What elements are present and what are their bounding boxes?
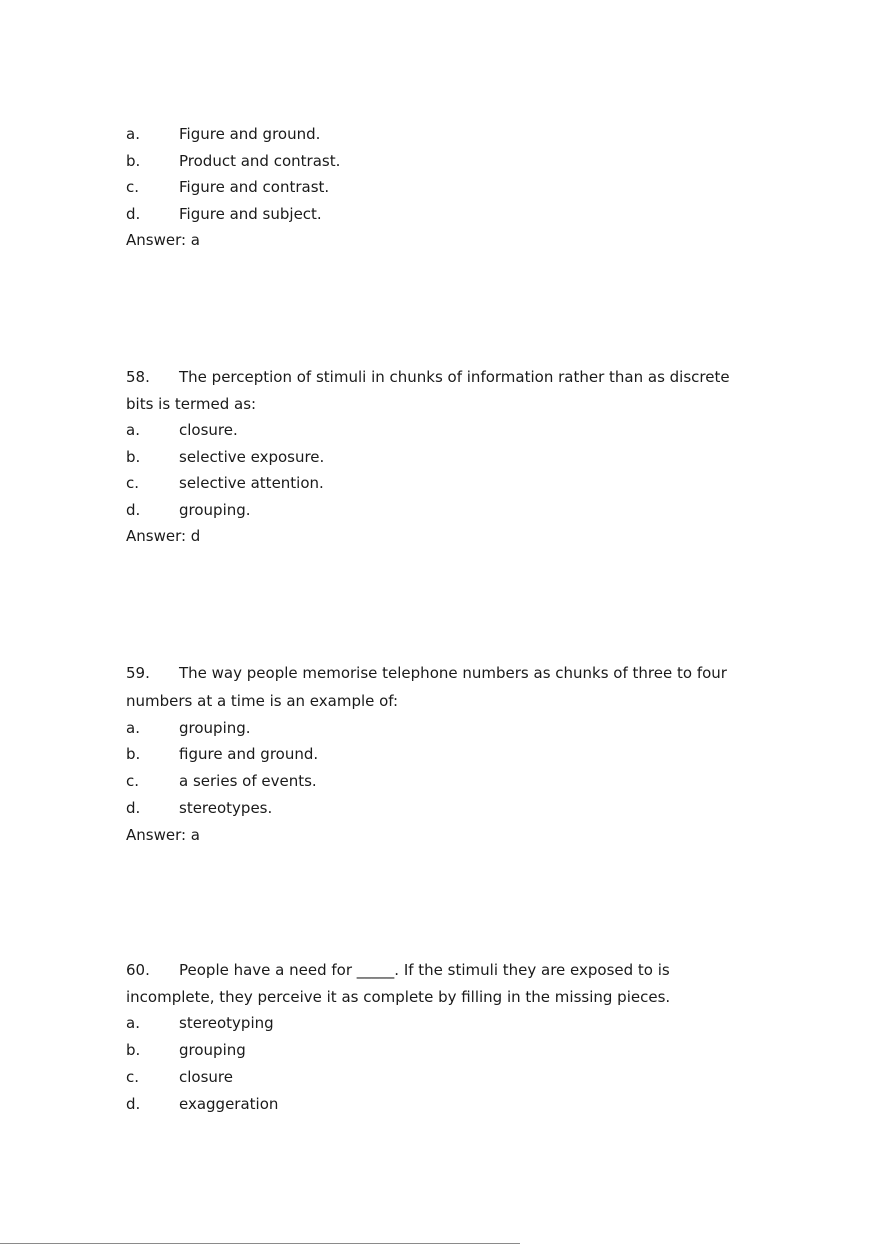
option-text: closure (179, 1068, 233, 1086)
question-text-line-2: numbers at a time is an example of: (126, 691, 399, 710)
option-letter: d. (126, 500, 141, 519)
option-letter: d. (126, 799, 141, 817)
option-c (126, 1063, 746, 1091)
option-text: Figure and subject. (179, 204, 322, 223)
option-d (126, 497, 746, 524)
option-letter: d. (126, 1095, 141, 1113)
answer-line: Answer: a (126, 826, 200, 844)
question-text: The way people memorise telephone numbers as chunks of three to four (179, 664, 727, 682)
option-b (126, 741, 746, 768)
option-letter: a. (126, 1014, 140, 1032)
question-text-line-1 (126, 957, 746, 984)
question-number: 59. (126, 664, 150, 682)
option-c (126, 470, 746, 497)
option-text: grouping. (179, 718, 251, 737)
option-text: closure. (179, 421, 238, 439)
answer-line: Answer: d (126, 527, 201, 545)
option-letter: a. (126, 421, 140, 439)
option-text: Figure and contrast. (179, 178, 330, 196)
question-text-line-1 (126, 660, 746, 687)
option-b (126, 444, 746, 471)
option-text: selective attention. (179, 474, 324, 492)
question-text-line-2: bits is termed as: (126, 394, 257, 413)
question-number: 60. (126, 961, 150, 979)
option-text: grouping. (179, 500, 251, 519)
option-text: a series of events. (179, 771, 317, 790)
option-a (126, 1010, 746, 1037)
option-letter: a. (126, 125, 140, 143)
option-letter: b. (126, 151, 141, 170)
option-text: stereotypes. (179, 799, 273, 817)
option-letter: c. (126, 178, 140, 196)
option-a (126, 121, 746, 148)
option-d (126, 201, 746, 228)
question-text: People have a need for _____. If the stimuli they are exposed to is (179, 961, 670, 979)
option-letter: c. (126, 771, 140, 790)
option-c (126, 768, 746, 795)
option-text: exaggeration (179, 1095, 279, 1113)
question-57-continued (126, 121, 746, 254)
option-text: stereotyping (179, 1014, 274, 1032)
option-text: Product and contrast. (179, 151, 341, 170)
option-b (126, 1037, 746, 1064)
option-text: grouping (179, 1040, 246, 1059)
option-letter: d. (126, 204, 141, 223)
option-a (126, 417, 746, 444)
option-d (126, 1091, 746, 1118)
option-d (126, 794, 746, 822)
option-letter: a. (126, 718, 140, 737)
option-c (126, 174, 746, 201)
footer-divider (0, 1243, 520, 1244)
question-58 (126, 364, 746, 550)
question-text-line-2: incomplete, they perceive it as complete by filling in the missing pieces. (126, 987, 671, 1006)
answer-line: Answer: a (126, 231, 200, 249)
option-letter: b. (126, 447, 141, 466)
option-text: selective exposure. (179, 447, 325, 466)
question-number: 58. (126, 368, 150, 386)
option-letter: b. (126, 745, 141, 763)
option-letter: c. (126, 1068, 140, 1086)
option-text: Figure and ground. (179, 125, 321, 143)
option-b (126, 148, 746, 175)
question-60 (126, 957, 746, 1118)
option-letter: b. (126, 1040, 141, 1059)
question-text-line-1 (126, 364, 746, 391)
question-text: The perception of stimuli in chunks of information rather than as discrete (179, 368, 730, 386)
option-a (126, 715, 746, 742)
option-letter: c. (126, 474, 140, 492)
option-text: figure and ground. (179, 745, 319, 763)
question-59 (126, 660, 746, 849)
